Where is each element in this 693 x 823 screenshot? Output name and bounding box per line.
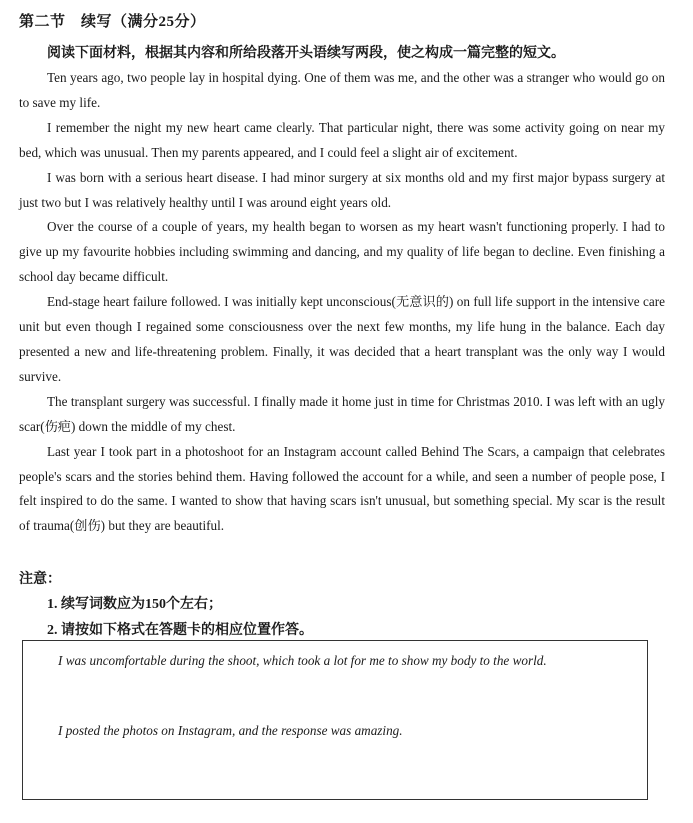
passage-paragraph: Over the course of a couple of years, my health began to worsen as my heart wasn't functioning properly. I had to give up my favourite hobbies including swimming and dancing, and my quality of life began to decline. Even finishing a school day became difficult. bbox=[19, 219, 665, 285]
section-title: 第二节 续写（满分25分） bbox=[19, 14, 206, 30]
passage-paragraph: I remember the night my new heart came clearly. That particular night, there was some activity going on near my bed, which was unusual. Then my parents appeared, and I could feel a slight air of excitement. bbox=[19, 119, 665, 160]
task-instruction: 阅读下面材料，根据其内容和所给段落开头语续写两段，使之构成一篇完整的短文。 bbox=[47, 46, 565, 61]
paragraph-opener-1: I was uncomfortable during the shoot, which took a lot for me to show my body to the world. bbox=[58, 653, 547, 668]
passage-paragraph: Last year I took part in a photoshoot for an Instagram account called Behind The Scars, a campaign that celebrates people's scars and the stories behind them. Having followed the account for a while, and seen a number of people pose, I felt inspired to do the same. I wanted to show that having scars isn't unusual, but something special. My scar is the result of trauma(创伤) but they are beautiful. bbox=[19, 443, 665, 534]
passage-paragraph: End-stage heart failure followed. I was initially kept unconscious(无意识的) on full life support in the intensive care unit but even though I regained some consciousness over the next few months, my life hung in the balance. Each day presented a new and life-threatening problem. Finally, it was decided that a heart transplant was the only way I would survive. bbox=[19, 294, 665, 384]
note-word-count: 1. 续写词数应为150个左右； bbox=[47, 597, 222, 612]
answer-box[interactable] bbox=[22, 640, 648, 800]
passage-paragraph: The transplant surgery was successful. I finally made it home just in time for Christmas 2010. I was left with an ugly scar(伤疤) down the middle of my chest. bbox=[19, 393, 665, 434]
paragraph-opener-2: I posted the photos on Instagram, and the response was amazing. bbox=[58, 723, 403, 738]
note-answer-format: 2. 请按如下格式在答题卡的相应位置作答。 bbox=[47, 623, 313, 638]
notes-heading: 注意： bbox=[19, 572, 61, 587]
reading-passage bbox=[19, 66, 665, 539]
passage-paragraph: I was born with a serious heart disease. I had minor surgery at six months old and my first major bypass surgery at just two but I was relatively healthy until I was around eight years old. bbox=[19, 169, 665, 210]
passage-paragraph: Ten years ago, two people lay in hospital dying. One of them was me, and the other was a stranger who would go on to save my life. bbox=[19, 70, 665, 110]
